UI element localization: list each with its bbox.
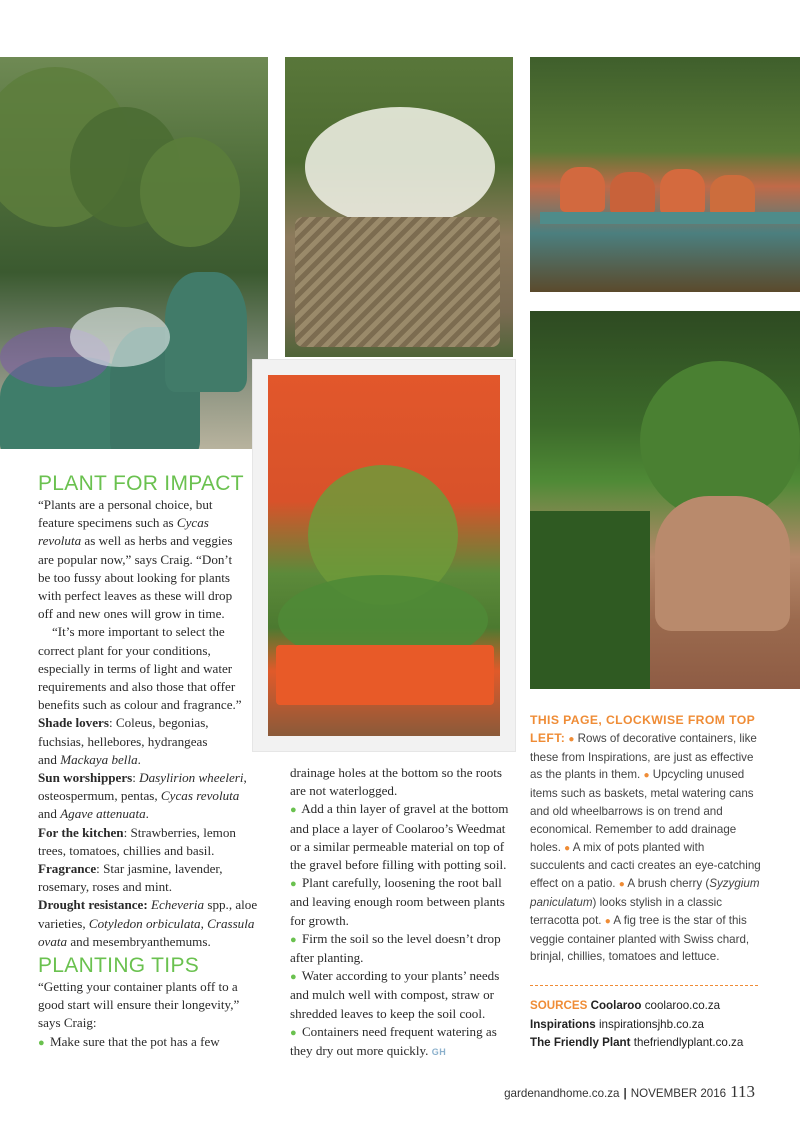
sources: SOURCES Coolaroo coolaroo.co.za Inspirations inspirationsjhb.co.za The Friendly Plant thefriendlyplant.co.za (530, 999, 744, 1050)
photo-fig-tree-inner (268, 375, 500, 736)
bullet-icon: ● (290, 1026, 297, 1039)
source-link[interactable]: inspirationsjhb.co.za (598, 1017, 704, 1031)
photo-fig-tree (252, 359, 516, 752)
heading-planting-tips: PLANTING TIPS (38, 954, 200, 977)
shelf (540, 212, 800, 224)
planting-tips-intro: “Getting your container plants off to a good start will ensure their longevity,” says Craig: ● Make sure that the pot has a few (38, 979, 240, 1049)
bullet-icon: ● (38, 1036, 45, 1049)
page-number: 113 (730, 1082, 755, 1101)
flowers (70, 307, 170, 367)
divider (530, 985, 758, 986)
glazed-pot (165, 272, 247, 392)
bullet-icon: ● (290, 804, 297, 817)
bullet-icon: ● (290, 971, 297, 984)
page-footer (504, 1082, 755, 1102)
bullet-icon: ● (604, 915, 611, 927)
terracotta-pot (655, 496, 790, 631)
heading-plant-for-impact: PLANT FOR IMPACT (38, 472, 244, 495)
bullet-icon: ● (290, 933, 297, 946)
gh-end-mark-icon: GH (431, 1047, 447, 1058)
terracotta-pot (660, 169, 705, 214)
bullet-icon: ● (568, 733, 575, 745)
photo-green-pots (0, 57, 268, 449)
plant-for-impact-body: “Plants are a personal choice, but feature specimens such as Cycas revoluta as well as herbs and veggies are popular now,” says Craig. “Don’t be too fussy about looking for plants with perfect leaves as these will drop off and new ones will grow in time. “It’s more important to select the correct plant for your conditions, especially in terms of light and water requirements and also those that offer benefits such as colour and fragrance.” Shade lovers: Coleus, begonias, fuchsias, hellebores, hydrangeas and Mackaya bella. Sun worshippers: Dasylirion wheeleri, osteospermum, pentas, Cycas revoluta and Agave attenuata. For the kitchen: Strawberries, lemon trees, tomatoes, chillies and basil. Fragrance: Star jasmine, lavender, rosemary, roses and mint. Drought resistance: Echeveria spp., aloe varieties, Cotyledon orbiculata, Crassula ovata and mesembryanthemums. (38, 497, 258, 949)
terracotta-pot (560, 167, 605, 212)
photo-brush-cherry (530, 311, 800, 689)
photo-wicker-basket (285, 57, 513, 357)
terracotta-pot (710, 175, 755, 215)
bullet-icon: ● (643, 770, 650, 782)
planting-tips-list: drainage holes at the bottom so the roots are not waterlogged. ● Add a thin layer of gravel at the bottom and place a layer of Coolaroo’s Weedmat or a similar permeable material on top of the gravel before filling with potting soil. ● Plant carefully, loosening the root ball and leaving enough room between plants for growth. ● Firm the soil so the level doesn’t drop after planting. ● Water according to your plants’ needs and mulch well with compost, straw or shredded leaves to keep the soil cool. ● Containers need frequent watering as they dry out more quickly. GH (290, 765, 509, 1059)
white-flowers (305, 107, 495, 227)
photo-caption: THIS PAGE, CLOCKWISE FROM TOP LEFT: ● Rows of decorative containers, like these from Inspirations, are just as effective as the plants in them. ● Upcycling unused items such as baskets, metal watering cans and old wheelbarrows is on trend and economical. Remember to add drainage holes. ● A mix of pots planted with succulents and cacti creates an eye-catching effect on a patio. ● A brush cherry (Syzygium paniculatum) looks stylish in a classic terracotta pot. ● A fig tree is the star of this veggie container planted with Swiss chard, brinjal, chillies, tomatoes and lettuce. (530, 713, 761, 964)
orange-trough (276, 645, 494, 705)
bullet-icon: ● (564, 842, 571, 854)
basket (295, 217, 500, 347)
footer-site[interactable]: gardenandhome.co.za (504, 1087, 620, 1100)
hedge (530, 511, 650, 689)
source-link[interactable]: coolaroo.co.za (644, 999, 721, 1012)
source-link[interactable]: thefriendlyplant.co.za (633, 1036, 744, 1050)
terracotta-pot (610, 172, 655, 214)
tree-foliage (140, 137, 240, 247)
bullet-icon: ● (618, 879, 625, 891)
bullet-icon: ● (290, 878, 297, 891)
footer-separator: | (623, 1087, 627, 1100)
footer-issue: NOVEMBER 2016 (630, 1087, 727, 1100)
photo-succulents (530, 57, 800, 292)
